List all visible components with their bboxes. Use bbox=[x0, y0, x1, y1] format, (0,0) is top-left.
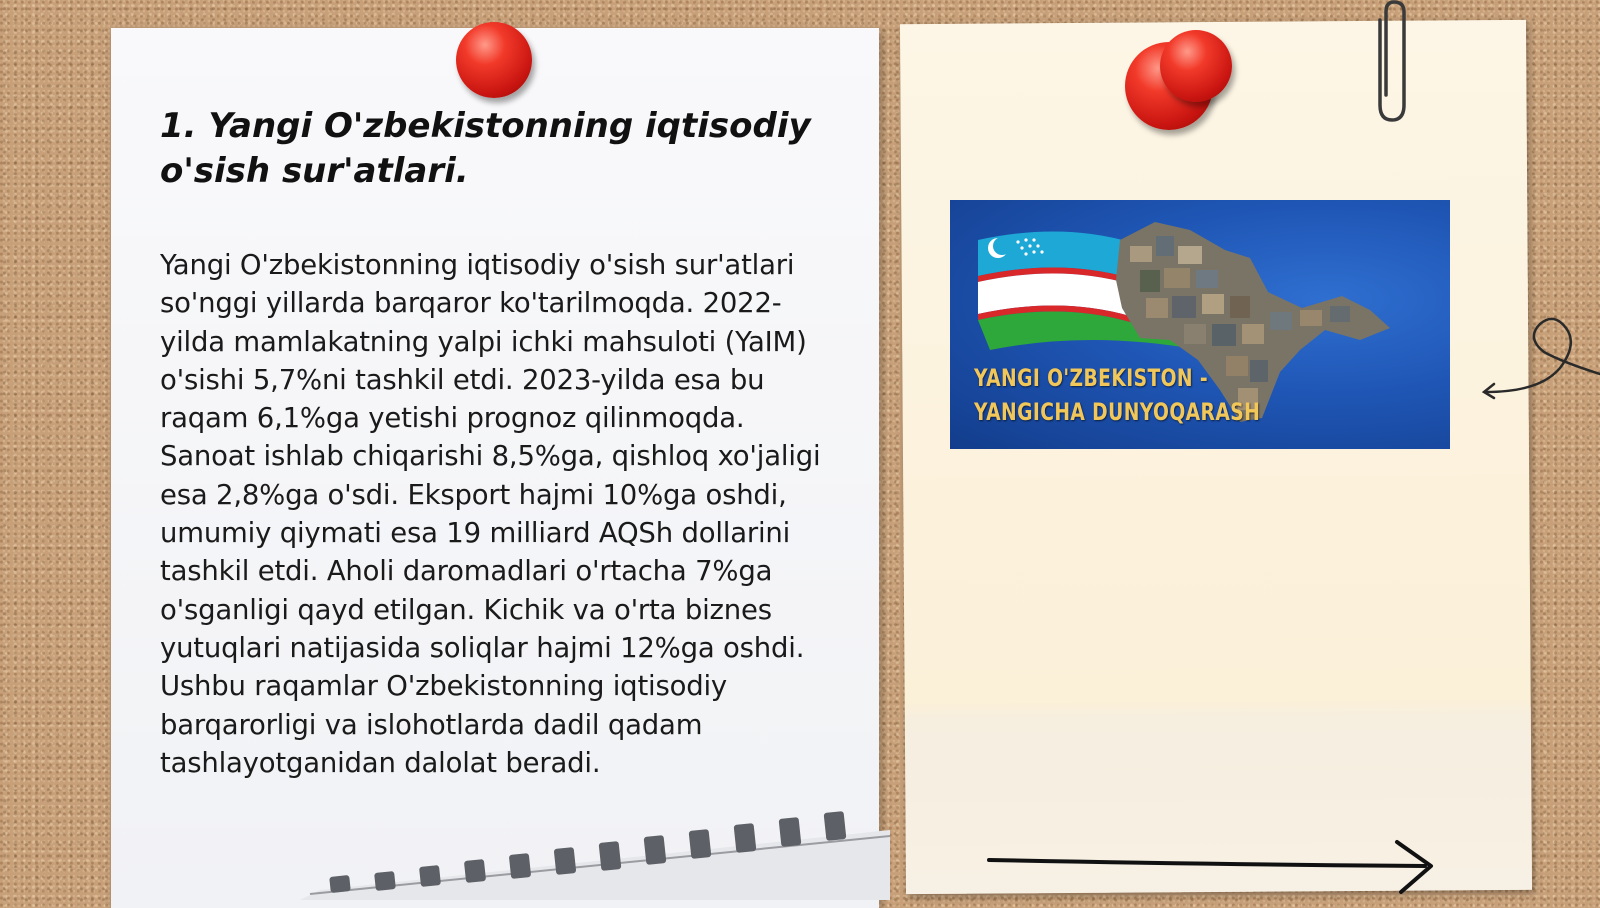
banner-title-line-2: YANGICHA DUNYOQARASH bbox=[974, 398, 1261, 426]
banner-image bbox=[950, 200, 1450, 449]
push-pin-icon bbox=[456, 22, 532, 98]
right-note-paper bbox=[900, 20, 1532, 894]
slide-body-text: Yangi O'zbekistonning iqtisodiy o'sish sur'atlari so'nggi yillarda barqaror ko'tarilmoqda. 2022-yilda mamlakatning yalpi ichki mahsuloti (YaIM) o'sishi 5,7%ni tashkil etdi. 2023-yilda esa bu raqam 6,1%ga yetishi prognoz qilinmoqda. Sanoat ishlab chiqarishi 8,5%ga, qishloq xo'jaligi esa 2,8%ga o'sdi. Eksport hajmi 10%ga oshdi, umumiy qiymati esa 19 milliard AQSh dollarini tashkil etdi. Aholi daromadlari o'rtacha 7%ga o'sganligi qayd etilgan. Kichik va o'rta biznes yutuqlari natijasida soliqlar hajmi 12%ga oshdi. Ushbu raqamlar O'zbekistonning iqtisodiy barqarorligi va islohotlarda dadil qadam tashlayotganidan dalolat beradi. bbox=[160, 249, 821, 779]
heading-line-1: 1. Yangi O'zbekistonning iqtisodiy bbox=[160, 106, 811, 146]
spiral-binding-decoration bbox=[300, 790, 890, 900]
paper-clip-icon bbox=[1372, 0, 1412, 125]
heading-line-2: o'sish sur'atlari. bbox=[160, 151, 469, 191]
push-pin-icon bbox=[1160, 30, 1232, 102]
curly-arrow-icon bbox=[1482, 312, 1600, 412]
banner-title-line-1: YANGI O'ZBEKISTON - bbox=[974, 364, 1209, 392]
arrow-right-icon bbox=[985, 836, 1445, 896]
slide-heading bbox=[160, 104, 840, 194]
